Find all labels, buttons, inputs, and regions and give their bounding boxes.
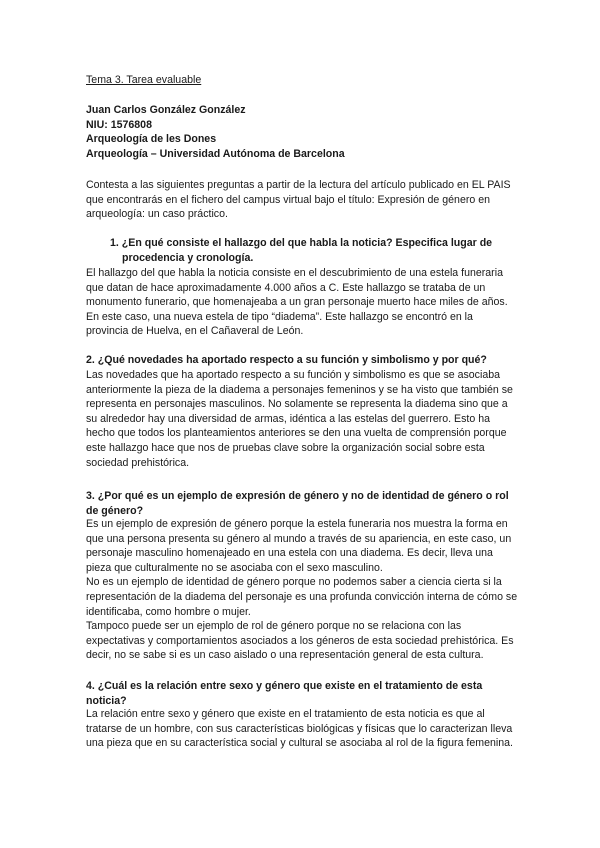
answer-1: El hallazgo del que habla la noticia consiste en el descubrimiento de una estela funeraria que datan de hace aproximadamente 4.000 años a C. Este hallazgo se trataba de un monumento funerario, que homenajeaba a un gran personaje muerto hace miles de años. En este caso, una nueva estela de tipo “diadema”. Este hallazgo se encontró en la provincia de Huelva, en el Cañaveral de León. [86,267,508,338]
question-2: 2. ¿Qué novedades ha aportado respecto a su función y simbolismo y por qué? [86,354,487,366]
answer-3 [86,517,518,663]
answer-3-paragraph-1: Es un ejemplo de expresión de género porque la estela funeraria nos muestra la forma en que una persona presenta su género al mundo a través de su apariencia, en este caso, un personaje masculino homenajeado en una estela con una diadema. Es decir, lleva una pieza que culturalmente no se asociaba con el sexo masculino. [86,518,512,574]
document-title: Tema 3. Tarea evaluable [86,74,202,86]
author-block [86,103,345,161]
answer-3-paragraph-3: Tampoco puede ser un ejemplo de rol de género porque no se relaciona con las expectativas y comportamientos asociados a los géneros de esta sociedad prehistórica. Es decir, no se sabe si es un caso aislado o una representación general de esta cultura. [86,620,514,662]
answer-4: La relación entre sexo y género que existe en el tratamiento de esta noticia es que al tratarse de un hombre, con sus características biológicas y físicas que lo caracterizan lleva una pieza que en su característica social y cultural se asociaba al rol de la figura femenina. [86,708,513,750]
university-name: Arqueología – Universidad Autónoma de Barcelona [86,147,345,160]
author-name: Juan Carlos González González [86,104,246,116]
author-niu: NIU: 1576808 [86,118,152,131]
intro-paragraph: Contesta a las siguientes preguntas a partir de la lectura del artículo publicado en EL PAIS que encontrarás en el fichero del campus virtual bajo el título: Expresión de género en arqueología: un caso práctico. [86,179,511,221]
question-3: 3. ¿Por qué es un ejemplo de expresión de género y no de identidad de género o rol de género? [86,490,509,517]
course-name: Arqueología de les Dones [86,133,217,146]
answer-2: Las novedades que ha aportado respecto a su función y simbolismo es que se asociaba anteriormente la pieza de la diadema a personajes femeninos y se ha visto que también se representa en personajes masculinos. No solamente se representa la diadema sino que a su alrededor hay una diversidad de armas, idéntica a las estelas del guerrero. Esto ha hecho que todos los planteamientos anteriores se den una vuelta de comprensión porque este hallazgo hace que nos de pruebas clave sobre la organización social sobre esta sociedad prehistórica. [86,369,513,469]
question-4: 4. ¿Cuál es la relación entre sexo y género que existe en el tratamiento de esta noticia? [86,680,483,707]
answer-3-paragraph-2: No es un ejemplo de identidad de género porque no podemos saber a ciencia cierta si la representación de la diadema del personaje es una profunda convicción interna de cómo se identificaba, como hombre o mujer. [86,576,518,618]
question-1: 1. ¿En qué consiste el hallazgo del que habla la noticia? Especifica lugar de procedencia y cronología. [110,237,493,264]
